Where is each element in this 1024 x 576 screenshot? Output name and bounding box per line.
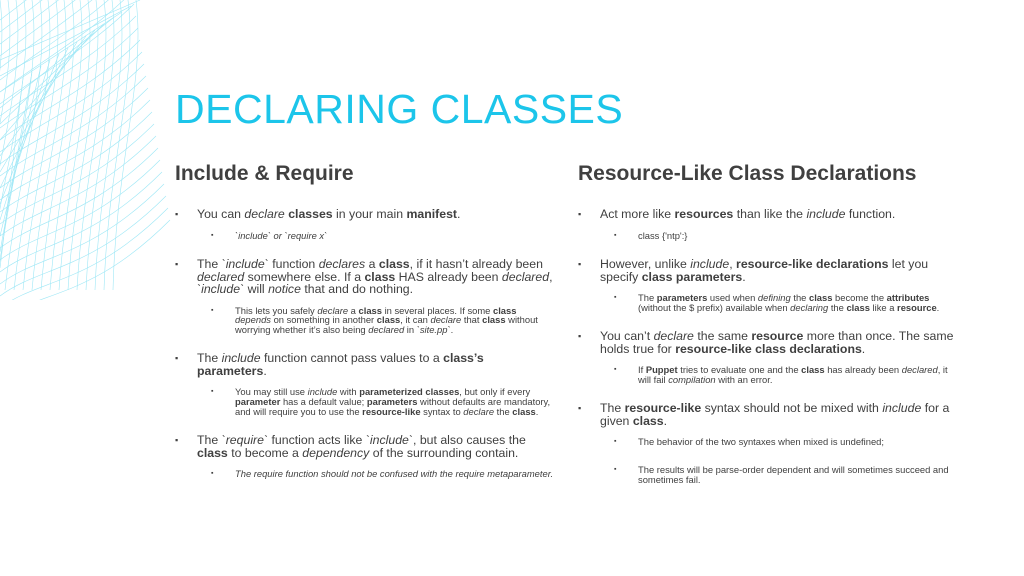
sub-bullet-text	[614, 293, 958, 312]
text-run: , it can	[400, 314, 431, 326]
text-run: declaring	[790, 301, 829, 313]
sub-bullet-icon: ▪	[614, 366, 617, 374]
text-run: in your main	[332, 207, 407, 221]
text-run: more than once. The same holds true for	[600, 329, 954, 356]
text-run: , but only if every	[459, 386, 531, 398]
text-run: attributes	[886, 292, 930, 304]
text-run: a	[348, 304, 359, 316]
text-run: .	[936, 301, 940, 313]
text-run: include	[806, 207, 846, 221]
text-run: compilation	[668, 373, 716, 385]
sub-bullet-text	[614, 231, 958, 241]
sub-bullet-text	[211, 231, 555, 241]
left-bullet-list	[175, 208, 555, 479]
text-run: class {'ntp':}	[638, 229, 688, 241]
sub-bullet-text	[211, 387, 555, 416]
text-run: declare	[244, 207, 285, 221]
text-run: class	[632, 413, 664, 428]
text-run: You can’t	[600, 329, 654, 344]
text-run: defining	[757, 292, 791, 304]
text-run: depends	[235, 314, 271, 326]
bullet-text	[578, 402, 958, 427]
bullet-icon: ▪	[175, 353, 179, 364]
sub-bullet-text	[211, 306, 555, 335]
right-bullet-list	[578, 208, 958, 484]
text-run: declare	[430, 314, 462, 326]
text-run: The	[197, 351, 222, 366]
bullet-item	[578, 258, 958, 312]
text-run: used when	[707, 292, 758, 304]
text-run: without worrying whether it’s also being	[235, 314, 538, 335]
bullet-icon: ▪	[578, 331, 582, 342]
text-run: function.	[845, 207, 896, 221]
text-run: resource-like class declarations	[675, 341, 862, 356]
text-run: class parameters	[641, 269, 743, 284]
text-run: declare	[463, 405, 495, 417]
text-run: resource	[751, 329, 804, 344]
text-run: HAS already been	[395, 269, 502, 284]
text-run: class	[358, 304, 382, 316]
text-run: ,	[729, 257, 737, 272]
text-run: `include`	[221, 257, 269, 272]
text-run: for a given	[600, 401, 950, 428]
text-run: , it will fail	[638, 364, 948, 385]
text-run: class	[801, 364, 825, 376]
text-run: the same	[693, 329, 752, 344]
text-run: declared	[368, 323, 405, 335]
text-run: declared	[197, 269, 245, 284]
text-run: .	[263, 363, 267, 378]
text-run: syntax to	[420, 405, 464, 417]
text-run: somewhere else. If a	[244, 269, 365, 284]
text-run: `include`	[365, 433, 413, 448]
text-run: class	[378, 257, 410, 272]
left-column	[175, 162, 555, 497]
text-run: become the	[832, 292, 887, 304]
text-run: has a default value;	[280, 395, 367, 407]
text-run: class	[512, 405, 536, 417]
text-run: Act more like	[600, 207, 675, 221]
bullet-text	[578, 208, 958, 221]
text-run: class	[364, 269, 396, 284]
sub-bullet-icon: ▪	[614, 231, 617, 239]
text-run: declared	[501, 269, 550, 284]
text-run: include	[307, 386, 338, 398]
sub-bullet-icon: ▪	[614, 466, 617, 474]
text-run: include	[882, 401, 922, 416]
text-run: dependency	[302, 445, 370, 460]
text-run: .	[450, 323, 454, 335]
sub-bullet-text	[211, 469, 555, 479]
text-run: However, unlike	[600, 257, 691, 272]
text-run: include	[221, 351, 261, 366]
text-run: You may still use	[235, 386, 308, 398]
text-run: class	[197, 445, 228, 460]
text-run: notice	[268, 282, 301, 297]
text-run: (without the $ prefix) available when	[638, 301, 791, 313]
sub-bullet-icon: ▪	[211, 388, 214, 396]
text-run: The	[638, 292, 657, 304]
text-run: like a	[869, 301, 898, 313]
text-run: parameters	[366, 395, 418, 407]
text-run: class	[482, 314, 506, 326]
text-run: The behavior of the two syntaxes when mixed is undefined;	[638, 436, 884, 448]
text-run: .	[535, 405, 539, 417]
text-run: in	[404, 323, 417, 335]
text-run: resources	[674, 207, 734, 221]
text-run: The	[600, 401, 625, 416]
text-run: the	[790, 292, 809, 304]
text-run: parameter	[235, 395, 281, 407]
text-run: include	[690, 257, 730, 272]
sub-bullet-icon: ▪	[614, 294, 617, 302]
text-run: `site.pp`	[416, 323, 451, 335]
text-run: to become a	[227, 445, 303, 460]
sub-bullet-icon: ▪	[211, 470, 214, 478]
slide-title: DECLARING CLASSES	[175, 86, 624, 132]
text-run: resource-like	[624, 401, 702, 416]
text-run: parameterized classes	[359, 386, 460, 398]
bullet-item	[175, 208, 555, 240]
text-run: function	[268, 257, 319, 272]
text-run: Puppet	[645, 364, 678, 376]
bullet-text	[578, 330, 958, 355]
text-run: declared	[901, 364, 938, 376]
bullet-text	[175, 352, 555, 377]
text-run: The	[197, 257, 222, 272]
wireframe-decoration	[0, 0, 200, 300]
text-run: will	[244, 282, 269, 297]
bullet-item	[578, 208, 958, 240]
text-run: syntax should not be mixed with	[701, 401, 883, 416]
text-run: declares	[318, 257, 366, 272]
sub-bullet-icon: ▪	[614, 438, 617, 446]
text-run: with an error.	[715, 373, 773, 385]
text-run: class	[492, 304, 517, 316]
text-run: .	[457, 207, 461, 221]
bullet-text	[578, 258, 958, 283]
text-run: function acts like	[268, 433, 366, 448]
text-run: the	[828, 301, 847, 313]
text-run: the	[494, 405, 513, 417]
text-run: manifest	[406, 207, 458, 221]
sub-bullet-text	[614, 365, 958, 384]
text-run: class	[846, 301, 870, 313]
bullet-icon: ▪	[578, 259, 582, 270]
bullet-text	[175, 258, 555, 296]
text-run: , if it hasn’t already been	[409, 257, 543, 272]
bullet-item	[578, 330, 958, 384]
sub-bullet-text	[614, 437, 958, 447]
text-run: without defaults are mandatory, and will require you to use the	[235, 395, 551, 417]
sub-bullet-icon: ▪	[211, 306, 214, 314]
bullet-text	[175, 434, 555, 459]
text-run: function cannot pass values to a	[260, 351, 444, 366]
text-run: `include` or `require x`	[235, 229, 328, 241]
text-run: in several places. If some	[381, 304, 493, 316]
text-run: ,	[549, 269, 553, 284]
bullet-icon: ▪	[175, 259, 179, 270]
text-run: declare	[317, 304, 349, 316]
text-run: parameters	[656, 292, 708, 304]
bullet-icon: ▪	[175, 209, 179, 219]
text-run: `require`	[221, 433, 269, 448]
text-run: declare	[653, 329, 694, 344]
text-run: of the surrounding contain.	[369, 445, 519, 460]
text-run: .	[861, 341, 866, 356]
bullet-icon: ▪	[175, 435, 179, 446]
text-run: .	[742, 269, 746, 284]
text-run: that	[461, 314, 483, 326]
right-column	[578, 162, 958, 502]
right-heading: Resource-Like Class Declarations	[578, 162, 917, 185]
text-run: resource-like	[362, 405, 421, 417]
bullet-item	[175, 258, 555, 334]
text-run: on something in another	[270, 314, 377, 326]
text-run: .	[663, 413, 668, 428]
text-run: , but also causes the	[413, 433, 526, 448]
sub-bullet-text	[614, 465, 958, 484]
text-run: If	[638, 364, 646, 376]
text-run: `include`	[197, 282, 245, 297]
text-run: class	[376, 314, 401, 326]
text-run: let you specify	[600, 257, 929, 284]
text-run: The require function should not be confused with the require metaparameter.	[235, 468, 554, 480]
bullet-icon: ▪	[578, 403, 582, 414]
text-run: class’s parameters	[197, 351, 484, 378]
sub-bullet-icon: ▪	[211, 231, 214, 239]
text-run: classes	[288, 207, 333, 221]
text-run: resource	[897, 301, 937, 313]
text-run: resource-like declarations	[736, 257, 889, 272]
text-run: a	[365, 257, 379, 272]
text-run: The results will be parse-order dependent and will sometimes succeed and sometimes fail.	[638, 464, 949, 485]
text-run: that and do nothing.	[300, 282, 414, 297]
text-run: You can	[197, 207, 245, 221]
bullet-item	[175, 434, 555, 479]
text-run: tries to evaluate one and the	[677, 364, 802, 376]
left-heading: Include & Require	[175, 162, 354, 185]
text-run: This lets you safely	[235, 304, 318, 316]
text-run: The	[197, 433, 222, 448]
text-run: class	[808, 292, 833, 304]
bullet-icon: ▪	[578, 209, 582, 219]
text-run: has already been	[824, 364, 902, 376]
bullet-text	[175, 208, 555, 221]
text-run: with	[337, 386, 360, 398]
text-run: than like the	[733, 207, 807, 221]
bullet-item	[175, 352, 555, 416]
bullet-item	[578, 402, 958, 484]
